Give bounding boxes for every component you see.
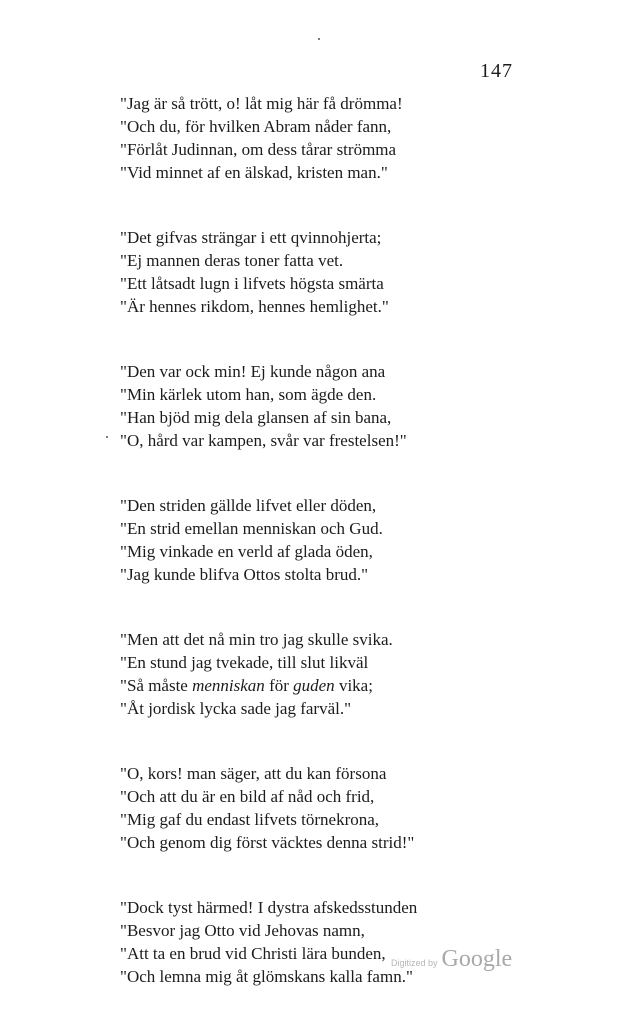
stanza-3 [120, 360, 520, 452]
poem-line: "Det gifvas strängar i ett qvinnohjerta; [120, 228, 382, 247]
poem-line: "Jag kunde blifva Ottos stolta brud." [120, 565, 369, 584]
poem-line: "Ej mannen deras toner fatta vet. [120, 251, 344, 270]
poem-line: "Är hennes rikdom, hennes hemlighet." [120, 297, 389, 316]
poem-line: "Den var ock min! Ej kunde någon ana [120, 362, 386, 381]
poem-line-italic [120, 674, 520, 697]
stanza-7 [120, 896, 520, 988]
poem-line: "Han bjöd mig dela glansen af sin bana, [120, 408, 392, 427]
poem-body [120, 92, 520, 1030]
poem-line: "Den striden gällde lifvet eller döden, [120, 496, 377, 515]
poem-line: "O, kors! man säger, att du kan försona [120, 764, 387, 783]
watermark-prefix: Digitized by [391, 958, 438, 968]
stanza-2 [120, 226, 520, 318]
poem-line: "Mig gaf du endast lifvets törnekrona, [120, 810, 380, 829]
emphasis-word: guden [293, 676, 335, 695]
poem-line: "Och att du är en bild af nåd och frid, [120, 787, 375, 806]
stanza-1 [120, 92, 520, 184]
poem-line: "Åt jordisk lycka sade jag farväl." [120, 699, 352, 718]
stanza-6 [120, 762, 520, 854]
poem-line: "Ett låtsadt lugn i lifvets högsta smärta [120, 274, 384, 293]
poem-line: "Att ta en brud vid Christi lära bunden, [120, 944, 386, 963]
poem-line: "Men att det nå min tro jag skulle svika. [120, 630, 393, 649]
poem-line: "Besvor jag Otto vid Jehovas namn, [120, 921, 365, 940]
poem-line: "Mig vinkade en verld af glada öden, [120, 542, 373, 561]
emphasis-word: menniskan [192, 676, 265, 695]
poem-line: "En stund jag tvekade, till slut likväl [120, 653, 369, 672]
poem-line: "O, hård var kampen, svår var frestelsen!" [120, 431, 407, 450]
poem-line: "En strid emellan menniskan och Gud. [120, 519, 383, 538]
line-text: vika; [334, 676, 373, 695]
poem-line: "Och du, för hvilken Abram nåder fann, [120, 117, 392, 136]
line-text: för [264, 676, 294, 695]
poem-line: "Förlåt Judinnan, om dess tårar strömma [120, 140, 397, 159]
poem-line: "Dock tyst härmed! I dystra afskedsstunden [120, 898, 418, 917]
poem-line: "Och lemna mig åt glömskans kalla famn." [120, 967, 413, 986]
stanza-4 [120, 494, 520, 586]
google-logo: Google [441, 946, 513, 972]
poem-line: "Och genom dig först väcktes denna strid!" [120, 833, 415, 852]
poem-line: "Jag är så trött, o! låt mig här få drömma! [120, 94, 403, 113]
page-number: 147 [480, 60, 513, 82]
ink-speck [106, 436, 108, 438]
line-text: "Så måste [120, 676, 193, 695]
ink-speck [318, 38, 320, 40]
poem-line: "Vid minnet af en älskad, kristen man." [120, 163, 388, 182]
digitized-watermark [391, 946, 512, 973]
stanza-5 [120, 628, 520, 720]
poem-line: "Min kärlek utom han, som ägde den. [120, 385, 377, 404]
